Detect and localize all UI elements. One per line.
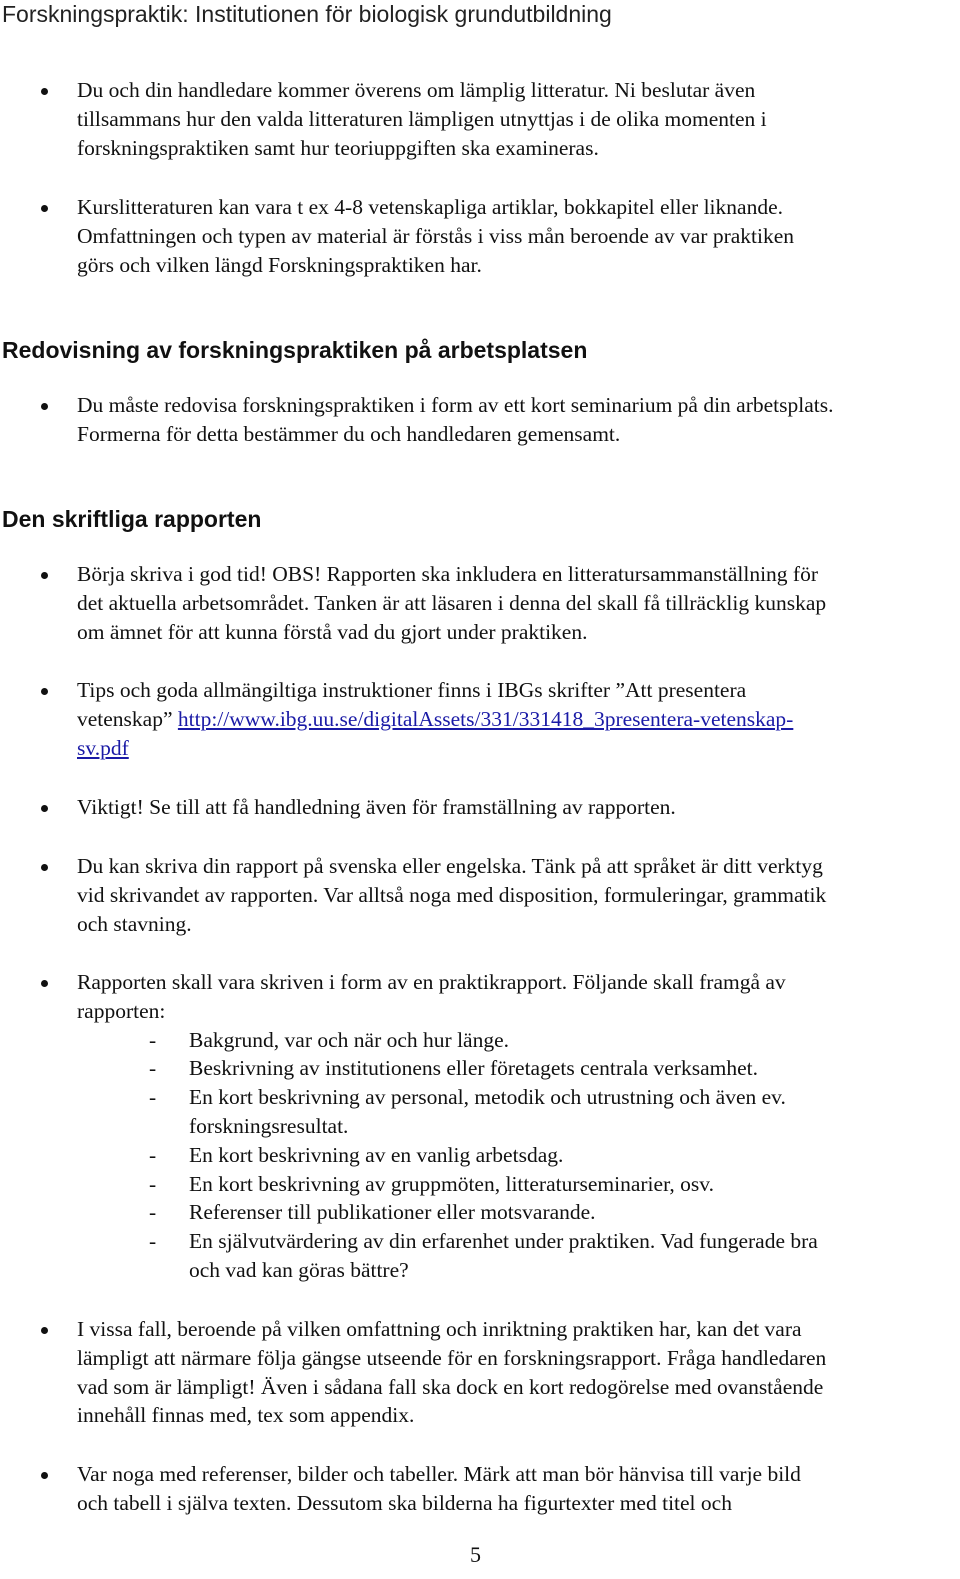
text-line: Viktigt! Se till att få handledning även för framställning av rapporten. [77,795,676,819]
text-line: lämpligt att närmare följa gängse utseende för en forskningsrapport. Fråga handledaren [77,1345,827,1370]
dash-list-item [77,1141,957,1170]
dash-item-text: Bakgrund, var och när och hur länge. [189,1027,510,1052]
text-line: Var noga med referenser, bilder och tabeller. Märk att man bör hänvisa till varje bild [77,1462,801,1486]
dash-item-text: En kort beskrivning av gruppmöten, litteraturseminarier, osv. [189,1171,714,1196]
text-line: Du och din handledare kommer överens om lämplig litteratur. Ni beslutar även [77,78,756,102]
bullet-icon [41,205,48,212]
dash-list-item [77,1198,957,1227]
text-line: Tips och goda allmängiltiga instruktioner finns i IBGs skrifter ”Att presentera [77,678,747,702]
presentera-vetenskap-link-continuation[interactable]: sv.pdf [77,735,129,760]
text-line: om ämnet för att kunna förstå vad du gjort under praktiken. [77,619,588,644]
bullet-text [77,1460,957,1518]
dash-marker: - [149,1171,157,1196]
text-line: forskningspraktiken samt hur teoriuppgiften ska examineras. [77,135,599,160]
dash-item-text: Beskrivning av institutionens eller företagets centrala verksamhet. [189,1056,758,1081]
text-line: och tabell i själva texten. Dessutom ska bilderna ha figurtexter med titel och [77,1490,732,1515]
text-line: Formerna för detta bestämmer du och handledaren gemensamt. [77,421,621,446]
text-line: och stavning. [77,911,192,936]
bullet-text [77,560,957,646]
dash-list-item [77,1026,957,1055]
dash-item-text: En självutvärdering av din erfarenhet under praktiken. Vad fungerade bra [189,1229,818,1254]
dash-marker: - [149,1229,157,1254]
dash-item-text: En kort beskrivning av en vanlig arbetsdag. [189,1142,564,1167]
text-line: vad som är lämpligt! Även i sådana fall ska dock en kort redogörelse med ovanstående [77,1374,824,1399]
dash-item-text: och vad kan göras bättre? [189,1257,409,1282]
bullet-icon [41,1327,48,1334]
dash-list-item [77,1083,957,1112]
bullet-icon [41,1472,48,1479]
dash-list-item [77,1054,957,1083]
bullet-icon [41,688,48,695]
text-line: vid skrivandet av rapporten. Var alltså noga med disposition, formuleringar, grammatik [77,882,827,907]
text-line: görs och vilken längd Forskningspraktiken har. [77,252,482,277]
presentera-vetenskap-link[interactable]: http://www.ibg.uu.se/digitalAssets/331/331418_3presentera-vetenskap- [177,706,794,731]
dash-marker: - [149,1056,157,1081]
section-heading-rapport: Den skriftliga rapporten [2,506,262,532]
dash-marker: - [149,1085,157,1110]
dash-item-text: forskningsresultat. [189,1113,349,1138]
bullet-text [77,852,957,938]
bullet-icon [41,805,48,812]
running-header: Forskningspraktik: Institutionen för biologisk grundutbildning [2,1,612,27]
dash-list [77,1026,957,1285]
text-line: Du kan skriva din rapport på svenska eller engelska. Tänk på att språket är ditt verktyg [77,854,823,878]
text-line: innehåll finnas med, tex som appendix. [77,1403,415,1428]
bullet-text [77,968,957,1285]
dash-item-text: Referenser till publikationer eller motsvarande. [189,1200,596,1225]
bullet-text [77,193,957,279]
bullet-icon [41,980,48,987]
text-line: det aktuella arbetsområdet. Tanken är att läsaren i denna del skall få tillräcklig kunskap [77,590,827,615]
bullet-text [77,676,957,762]
bullet-icon [41,403,48,410]
bullet-text [77,76,957,162]
bullet-icon [41,864,48,871]
dash-marker: - [149,1142,157,1167]
text-line [77,705,957,734]
text-line: Rapporten skall vara skriven i form av en praktikrapport. Följande skall framgå av [77,970,786,994]
text-line: Omfattningen och typen av material är förstås i viss mån beroende av var praktiken [77,223,795,248]
text-line: Kurslitteraturen kan vara t ex 4-8 vetenskapliga artiklar, bokkapitel eller liknande. [77,195,783,219]
section-heading-redovisning: Redovisning av forskningspraktiken på arbetsplatsen [2,337,588,363]
dash-list-item [77,1227,957,1256]
dash-item-text: En kort beskrivning av personal, metodik och utrustning och även ev. [189,1085,786,1110]
dash-list-item-continuation [77,1256,957,1285]
dash-list-item-continuation [77,1112,957,1141]
text-line: Du måste redovisa forskningspraktiken i form av ett kort seminarium på din arbetsplats. [77,393,834,417]
text-line: tillsammans hur den valda litteraturen lämpligen utnyttjas i de olika momenten i [77,106,767,131]
bullet-text [77,793,957,822]
text-line: I vissa fall, beroende på vilken omfattning och inriktning praktiken har, kan det vara [77,1317,802,1341]
bullet-icon [41,88,48,95]
text-line: rapporten: [77,998,166,1023]
text-line [77,734,957,763]
text-fragment: vetenskap” [77,706,178,731]
page-number: 5 [470,1542,481,1567]
text-line: Börja skriva i god tid! OBS! Rapporten ska inkludera en litteratursammanställning för [77,562,818,586]
bullet-text [77,391,957,449]
dash-marker: - [149,1200,157,1225]
dash-marker: - [149,1027,157,1052]
bullet-icon [41,572,48,579]
bullet-text [77,1315,957,1430]
dash-list-item [77,1170,957,1199]
